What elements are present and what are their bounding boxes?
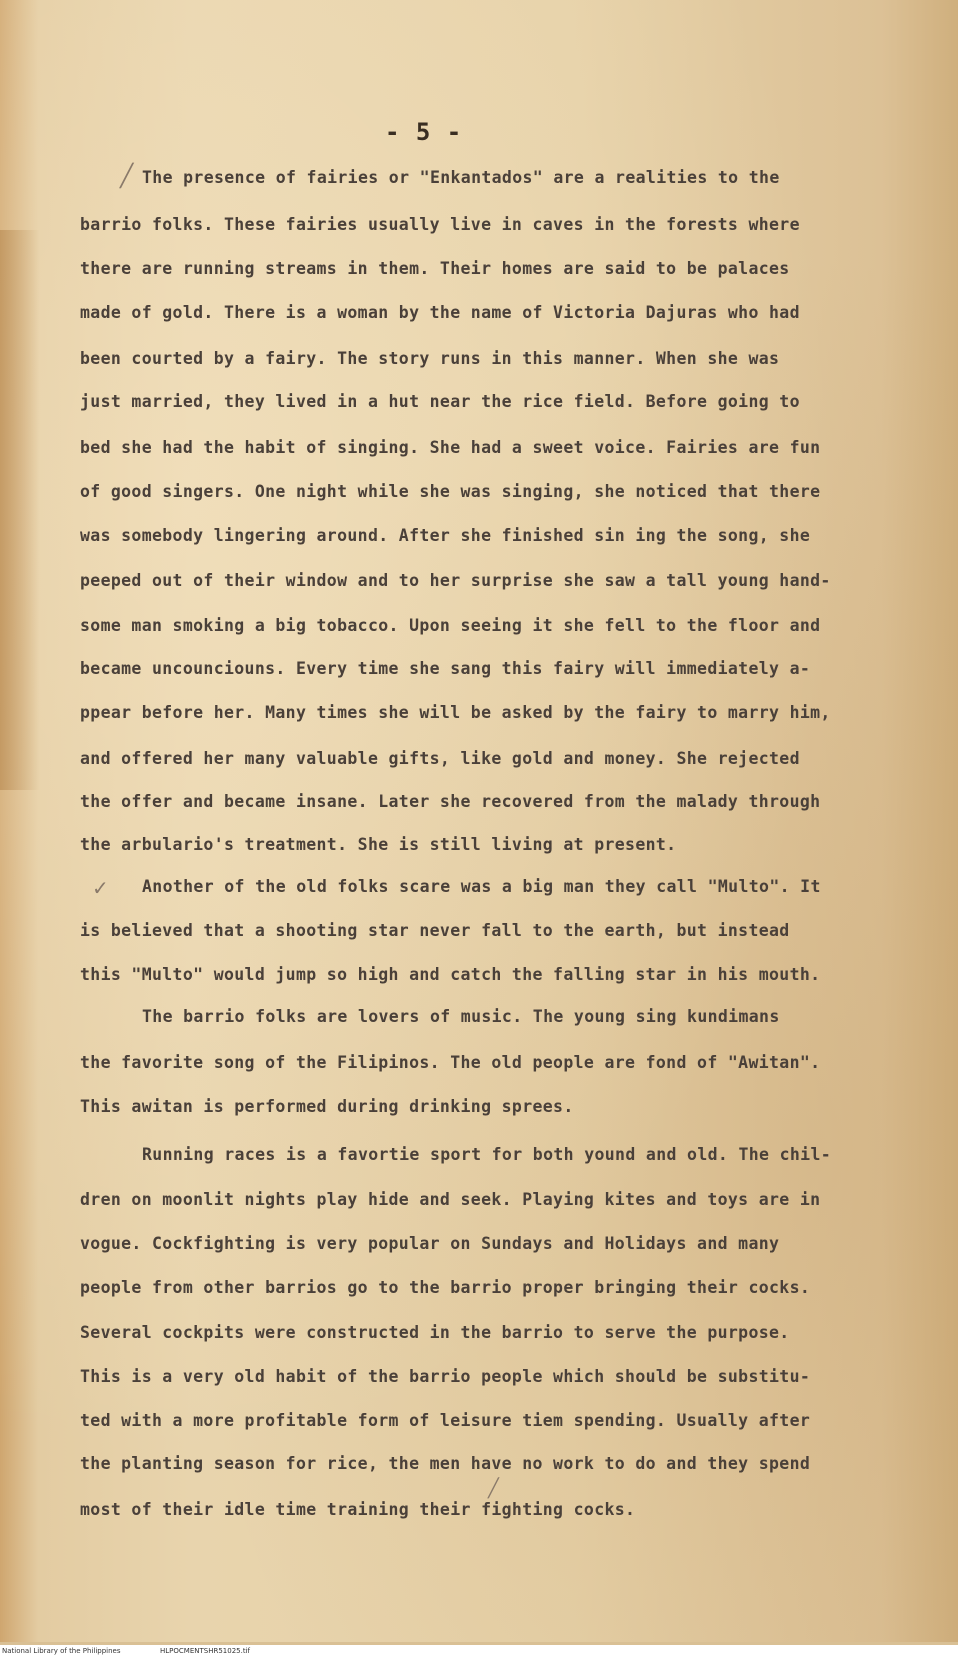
text-line: Several cockpits were constructed in the barrio to serve the purpose. — [80, 1323, 790, 1342]
text-line: The presence of fairies or "Enkantados" are a realities to the — [142, 168, 780, 187]
text-line: Running races is a favortie sport for both yound and old. The chil- — [142, 1145, 832, 1164]
text-line: ted with a more profitable form of leisure tiem spending. Usually after — [80, 1411, 811, 1430]
scan-footer — [0, 1645, 958, 1658]
text-line: became uncounciouns. Every time she sang this fairy will immediately a- — [80, 659, 811, 678]
text-line: the planting season for rice, the men have no work to do and they spend — [80, 1454, 811, 1473]
text-line: just married, they lived in a hut near the rice field. Before going to — [80, 392, 800, 411]
text-line: bed she had the habit of singing. She had a sweet voice. Fairies are fun — [80, 438, 821, 457]
page-stain — [0, 230, 40, 790]
text-line: been courted by a fairy. The story runs in this manner. When she was — [80, 349, 780, 368]
text-line: of good singers. One night while she was singing, she noticed that there — [80, 482, 821, 501]
text-line: barrio folks. These fairies usually live in caves in the forests where — [80, 215, 800, 234]
text-line: the favorite song of the Filipinos. The old people are fond of "Awitan". — [80, 1053, 821, 1072]
footer-filename: HLPOCMENTSHR51025.tif — [160, 1647, 250, 1655]
text-line: was somebody lingering around. After she finished sin ing the song, she — [80, 526, 811, 545]
text-line: people from other barrios go to the barrio proper bringing their cocks. — [80, 1278, 811, 1297]
text-line: and offered her many valuable gifts, like gold and money. She rejected — [80, 749, 800, 768]
text-line: The barrio folks are lovers of music. The young sing kundimans — [142, 1007, 780, 1026]
text-line: peeped out of their window and to her surprise she saw a tall young hand- — [80, 571, 831, 590]
check-mark-icon: ╱ — [120, 164, 134, 189]
check-mark-icon: ✓ — [92, 876, 109, 900]
text-line: This awitan is performed during drinking sprees. — [80, 1097, 574, 1116]
text-line: ppear before her. Many times she will be asked by the fairy to marry him, — [80, 703, 831, 722]
text-line: the offer and became insane. Later she recovered from the malady through — [80, 792, 821, 811]
text-line: Another of the old folks scare was a big man they call "Multo". It — [142, 877, 821, 896]
text-line: made of gold. There is a woman by the name of Victoria Dajuras who had — [80, 303, 800, 322]
text-line: there are running streams in them. Their homes are said to be palaces — [80, 259, 790, 278]
text-line: is believed that a shooting star never fall to the earth, but instead — [80, 921, 790, 940]
text-line: this "Multo" would jump so high and catch the falling star in his mouth. — [80, 965, 821, 984]
text-line: dren on moonlit nights play hide and seek. Playing kites and toys are in — [80, 1190, 821, 1209]
text-line: the arbulario's treatment. She is still living at present. — [80, 835, 677, 854]
text-line: most of their idle time training their fighting cocks. — [80, 1500, 636, 1519]
page-number: - 5 - — [385, 118, 463, 146]
text-line: some man smoking a big tobacco. Upon seeing it she fell to the floor and — [80, 616, 821, 635]
check-mark-icon: ╱ — [488, 1478, 499, 1499]
footer-source: National Library of the Philippines — [2, 1647, 121, 1655]
text-line: This is a very old habit of the barrio people which should be substitu- — [80, 1367, 811, 1386]
text-line: vogue. Cockfighting is very popular on Sundays and Holidays and many — [80, 1234, 780, 1253]
